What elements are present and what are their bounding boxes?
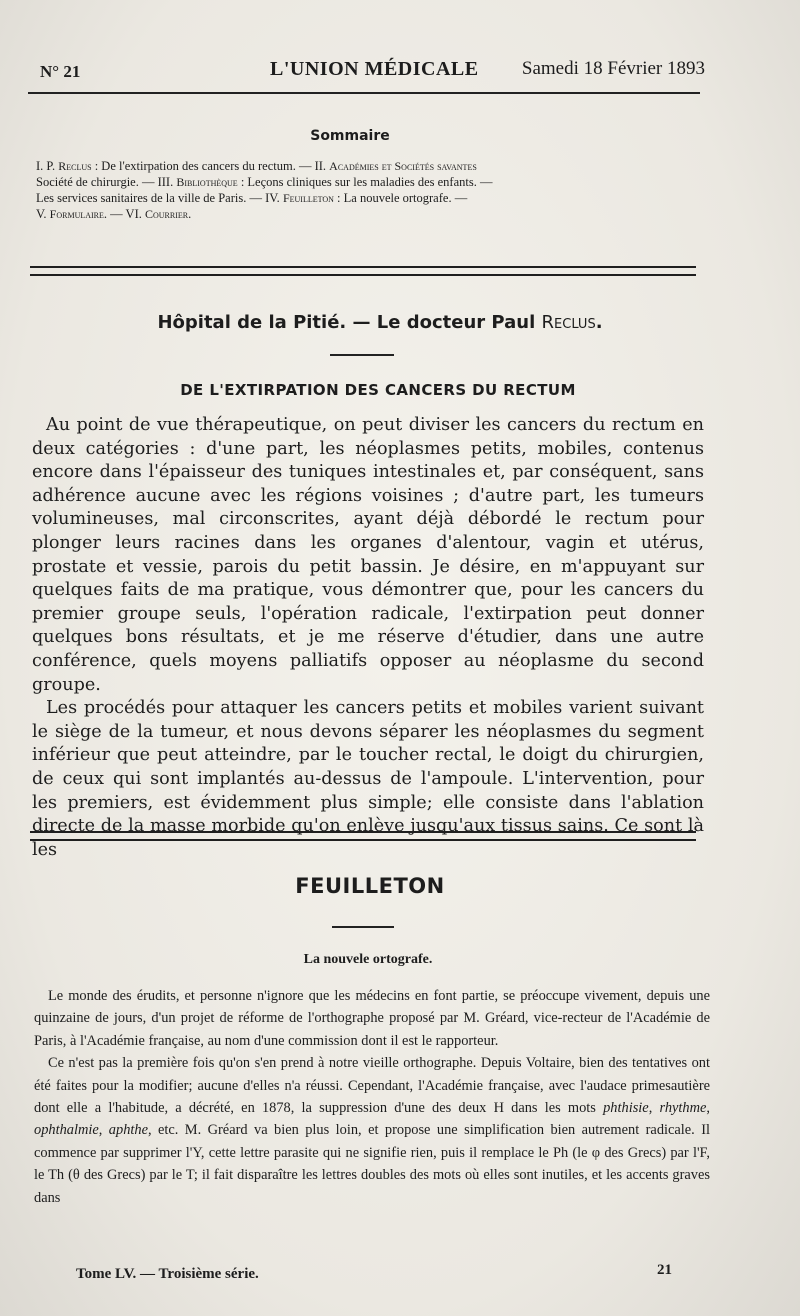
feuilleton-title: FEUILLETON [295,874,445,898]
article-paragraph: Les procédés pour attaquer les cancers petits et mobiles varient suivant le siège de la tumeur, et nous devons séparer les néoplasmes du segment inférieur que peut atteindre, par le toucher rectal, le doigt du chirurgien, de ceux qui sont implantés au-dessus de l'ampoule. L'intervention, pour les premiers, est évidemment plus simple; elle consiste dans l'ablation directe de la masse morbide qu'on enlève jusqu'aux tissus sains. Ce sont là les [32,698,704,860]
short-rule [332,926,394,928]
sommaire-title: Sommaire [310,128,390,144]
issue-number: N° 21 [40,62,81,81]
sommaire-text [36,158,704,222]
page-header [40,54,705,94]
feuilleton-paragraph: Le monde des érudits, et personne n'ignore que les médecins en font partie, se préoccupe vivement, depuis une quinzaine de jours, d'un projet de réforme de l'orthographe proposé par M. Gréard, vice-recteur de l'Académie de Paris, à l'Académie française, au nom d'une commission dont il est le rapporteur. [34,988,710,1049]
sommaire-line: I. P. Reclus : De l'extirpation des cancers du rectum. — II. Académies et Sociétés savantes [36,159,477,173]
article-paragraph: Au point de vue thérapeutique, on peut diviser les cancers du rectum en deux catégories : d'une part, les néoplasmes petits, mobiles, contenus encore dans l'épaisseur des tuniques intestinales et, par conséquent, sans adhérence aucune avec les régions voisines ; d'autre part, les tumeurs volumineuses, mal circonscrites, ayant déjà débordé le rectum pour plonger leurs racines dans les organes d'alentour, vagin et utérus, prostate et vessie, parois du petit bassin. Je désire, en m'appuyant sur quelques faits de ma pratique, vous démontrer que, pour les cancers du premier groupe seuls, l'opération radicale, l'extirpation peut donner quelques bons résultats, et je me réserve d'étudier, dans une autre conférence, quels moyens palliatifs opposer au néoplasme du second groupe. [32,415,704,695]
feuilleton-body [34,985,710,1209]
short-rule [330,354,394,356]
sommaire-line: V. Formulaire. — VI. Courrier. [36,207,192,221]
feuilleton-paragraph: Ce n'est pas la première fois qu'on s'en prend à notre vieille orthographe. Depuis Voltaire, bien des tentatives ont été faites pour la modifier; aucune d'elles n'a réussi. Cependant, l'Académie française, avec l'audace primesautière dont elle a l'habitude, a décrété, en 1878, la suppression d'une des deux H dans les mots phthisie, rhythme, ophthalmie, aphthe, etc. M. Gréard va bien plus loin, et propose une simplification bien autrement radicale. Il commence par supprimer l'Y, cette lettre parasite qui ne signifie rien, puis il remplace le Ph (le φ des Grecs) par l'F, le Th (θ des Grecs) par le T; il fait disparaître les lettres doubles des mots où elles sont inutiles, et les accents graves dans [34,1055,710,1206]
section-divider [30,266,696,276]
issue-date: Samedi 18 Février 1893 [521,58,705,79]
page-number: 21 [657,1262,672,1278]
page-footer [76,1262,672,1286]
header-rule [28,92,700,94]
sommaire-line: Les services sanitaires de la ville de Paris. — IV. Feuilleton : La nouvele ortografe. — [36,191,468,205]
article-body [32,414,704,862]
sommaire-line: Société de chirurgie. — III. Bibliothèque : Leçons cliniques sur les maladies des enfants. — [36,175,493,189]
journal-title: L'UNION MÉDICALE [270,58,479,80]
volume-label: Tome LV. — Troisième série. [76,1266,259,1282]
article-heading: Hôpital de la Pitié. — Le docteur Paul Reclus. [157,312,603,333]
feuilleton-subtitle: La nouvele ortografe. [303,952,433,967]
article-subheading: DE L'EXTIRPATION DES CANCERS DU RECTUM [180,381,576,399]
section-divider [30,831,696,841]
